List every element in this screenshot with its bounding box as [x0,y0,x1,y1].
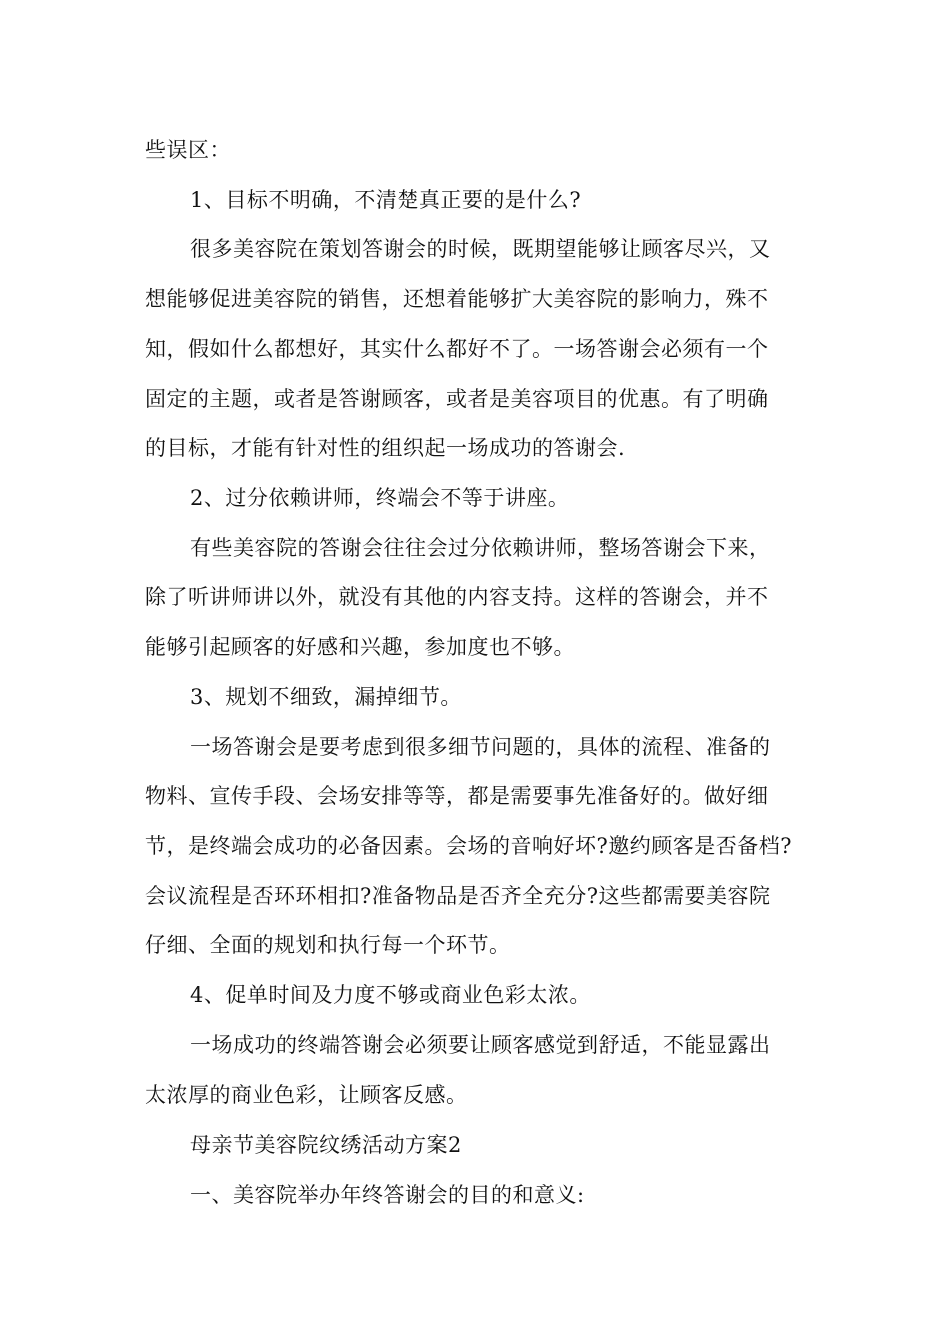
text-line: 有些美容院的答谢会往往会过分依赖讲师，整场答谢会下来， [190,536,771,560]
text-line: 固定的主题，或者是答谢顾客，或者是美容项目的优惠。有了明确 [145,387,769,411]
text-line: 的目标，才能有针对性的组织起一场成功的答谢会. [145,436,626,460]
section-heading: 一、美容院举办年终答谢会的目的和意义: [190,1183,585,1207]
text-line: 除了听讲师讲以外，就没有其他的内容支持。这样的答谢会，并不 [145,585,769,609]
text-line: 能够引起顾客的好感和兴趣，参加度也不够。 [145,635,575,659]
text-line: 物料、宣传手段、会场安排等等，都是需要事先准备好的。做好细 [145,784,769,808]
text-line: 些误区： [145,138,231,162]
text-line: 一场答谢会是要考虑到很多细节问题的，具体的流程、准备的 [190,735,771,759]
text-line: 很多美容院在策划答谢会的时候，既期望能够让顾客尽兴，又 [190,237,771,261]
text-line: 知，假如什么都想好，其实什么都好不了。一场答谢会必须有一个 [145,337,769,361]
section-heading: 3、规划不细致，漏掉细节。 [190,685,462,709]
text-line: 节，是终端会成功的必备因素。会场的音响好坏?邀约顾客是否备档? [145,834,793,858]
section-heading: 4、促单时间及力度不够或商业色彩太浓。 [190,983,591,1007]
text-line: 太浓厚的商业色彩，让顾客反感。 [145,1083,468,1107]
text-line: 想能够促进美容院的销售，还想着能够扩大美容院的影响力，殊不 [145,287,769,311]
text-line: 一场成功的终端答谢会必须要让顾客感觉到舒适，不能显露出 [190,1033,771,1057]
text-line: 仔细、全面的规划和执行每一个环节。 [145,933,511,957]
document-subtitle: 母亲节美容院纹绣活动方案2 [190,1133,462,1157]
section-heading: 2、过分依赖讲师，终端会不等于讲座。 [190,486,570,510]
section-heading: 1、目标不明确，不清楚真正要的是什么? [190,188,582,212]
text-line: 会议流程是否环环相扣?准备物品是否齐全充分?这些都需要美容院 [145,884,771,908]
